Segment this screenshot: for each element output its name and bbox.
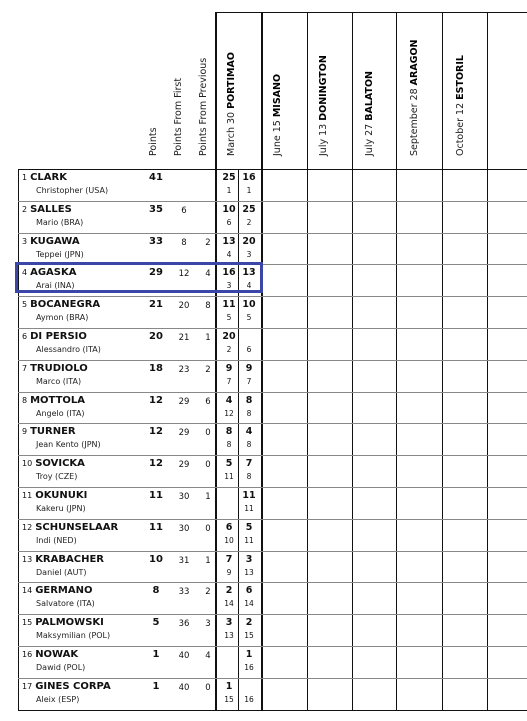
race-points: 20	[242, 235, 256, 247]
grid-hline	[215, 12, 527, 13]
rider-position: 6	[22, 332, 28, 341]
round-date: July 27	[364, 123, 375, 156]
rider-points-from-previous: 6	[205, 396, 211, 407]
race-points: 4	[245, 426, 253, 438]
race-points: 2	[225, 585, 233, 597]
rider-position: 15	[22, 618, 33, 628]
race-points: 9	[225, 362, 233, 374]
rider-points: 12	[149, 426, 163, 438]
race-position: 2	[246, 217, 252, 227]
rider-position: 12	[22, 522, 33, 532]
table-row	[0, 551, 527, 583]
race-position: 9	[226, 567, 232, 577]
round-date: October 12	[455, 102, 466, 156]
rider-points: 11	[149, 490, 163, 501]
rider-name	[22, 172, 67, 183]
rider-points-from-previous: 3	[205, 619, 211, 630]
rider-name	[22, 331, 87, 342]
rider-points: 12	[149, 394, 163, 406]
race-points: 16	[242, 172, 256, 183]
rider-first-name: Troy (CZE)	[36, 472, 78, 482]
race-points: 8	[225, 426, 233, 438]
round-name: MISANO	[272, 73, 283, 118]
race-points: 7	[225, 553, 233, 565]
race-position: 15	[224, 694, 234, 704]
round-header-misano	[272, 74, 283, 156]
table-row	[0, 487, 527, 519]
rider-position: 14	[22, 586, 33, 596]
race-position: 14	[224, 599, 234, 609]
race-position: 13	[244, 567, 254, 577]
race-points: 11	[242, 490, 256, 501]
rider-points-from-first: 33	[178, 587, 190, 598]
rider-name	[22, 490, 87, 501]
rider-last-name: MOTTOLA	[30, 394, 86, 406]
race-position: 4	[246, 281, 252, 291]
race-position: 10	[224, 535, 234, 545]
table-row	[0, 392, 527, 424]
race-position: 6	[226, 217, 232, 227]
race-position: 15	[244, 631, 254, 641]
rider-first-name: Maksymilian (POL)	[36, 631, 111, 641]
rider-last-name: KUGAWA	[30, 235, 80, 247]
race-points: 3	[245, 553, 253, 565]
rider-points: 5	[152, 617, 160, 629]
rider-points-from-previous: 0	[205, 682, 211, 693]
rider-points-from-first: 40	[178, 682, 190, 693]
race-position: 8	[226, 440, 232, 450]
race-position: 5	[246, 313, 252, 323]
race-position: 11	[224, 472, 234, 482]
race-position: 7	[226, 376, 232, 386]
rider-points-from-previous: 8	[205, 301, 211, 312]
rider-last-name: SCHUNSELAAR	[35, 521, 119, 533]
race-position: 1	[226, 186, 232, 195]
rider-name	[22, 681, 111, 692]
race-points: 5	[225, 458, 233, 470]
rider-name	[22, 395, 85, 406]
race-position: 11	[244, 535, 254, 545]
race-position: 8	[246, 472, 252, 482]
rider-points: 18	[149, 362, 163, 374]
round-header-balaton	[364, 71, 375, 156]
rider-first-name: Alessandro (ITA)	[36, 345, 101, 354]
rider-first-name: Christopher (USA)	[36, 186, 109, 195]
rider-points: 10	[149, 553, 163, 565]
round-date: June 15	[272, 120, 283, 156]
table-row	[0, 678, 527, 710]
rider-points: 33	[149, 235, 163, 247]
rider-points: 20	[149, 331, 163, 342]
rider-name	[22, 522, 118, 533]
rider-points-from-first: 29	[178, 460, 190, 471]
rider-name	[22, 617, 104, 628]
rider-position: 17	[22, 681, 33, 691]
table-row	[0, 614, 527, 646]
round-header-estoril	[455, 55, 466, 156]
rider-first-name: Salvatore (ITA)	[36, 599, 95, 609]
rider-name	[22, 585, 93, 596]
race-position: 3	[226, 281, 232, 291]
rider-first-name: Arai (INA)	[36, 281, 75, 291]
rider-position: 16	[22, 650, 33, 659]
rider-last-name: TURNER	[30, 426, 76, 438]
header-points: Points	[148, 127, 159, 156]
race-points: 10	[222, 203, 236, 215]
rider-points-from-first: 30	[178, 523, 190, 534]
rider-name	[22, 204, 72, 215]
round-name: DONINGTON	[318, 55, 329, 121]
race-points: 2	[245, 617, 253, 629]
round-header-aragon	[409, 39, 420, 156]
race-points: 20	[222, 331, 236, 342]
table-row	[0, 169, 527, 201]
race-points: 10	[242, 299, 256, 311]
rider-first-name: Kakeru (JPN)	[36, 504, 86, 513]
round-date: March 30	[226, 111, 237, 156]
rider-last-name: SALLES	[30, 203, 72, 215]
rider-points: 41	[149, 172, 163, 183]
rider-position: 10	[22, 459, 33, 469]
rider-last-name: KRABACHER	[35, 553, 104, 565]
round-name: PORTIMAO	[226, 52, 237, 109]
rider-position: 9	[22, 427, 28, 437]
rider-points-from-first: 29	[178, 396, 190, 407]
rider-position: 5	[22, 300, 28, 310]
rider-position: 1	[22, 173, 28, 182]
race-position: 5	[226, 313, 232, 323]
rider-position: 7	[22, 363, 28, 373]
rider-points-from-previous: 2	[205, 237, 211, 248]
rider-points-from-first: 36	[178, 619, 190, 630]
table-row	[0, 455, 527, 487]
rider-points-from-previous: 2	[205, 587, 211, 598]
race-points: 16	[222, 267, 236, 279]
rider-points: 11	[149, 521, 163, 533]
rider-points-from-first: 23	[178, 364, 190, 375]
rider-points: 29	[149, 267, 163, 279]
race-points: 8	[245, 394, 253, 406]
race-points: 6	[245, 585, 253, 597]
rider-last-name: PALMOWSKI	[35, 617, 104, 629]
rider-position: 2	[22, 204, 28, 214]
rider-last-name: DI PERSIO	[30, 331, 87, 342]
header-points-from-previous: Points From Previous	[198, 57, 209, 156]
rider-points: 21	[149, 299, 163, 311]
rider-first-name: Teppei (JPN)	[36, 249, 84, 259]
rider-first-name: Dawid (POL)	[36, 663, 86, 672]
rider-points-from-previous: 1	[205, 333, 211, 343]
rider-last-name: GERMANO	[35, 585, 93, 597]
race-position: 16	[244, 694, 254, 704]
round-date: September 28	[409, 88, 420, 156]
table-row	[0, 233, 527, 265]
rider-name	[22, 236, 80, 247]
rider-first-name: Aymon (BRA)	[36, 313, 89, 323]
rider-last-name: BOCANEGRA	[30, 299, 101, 311]
race-position: 12	[224, 408, 234, 418]
rider-name	[22, 458, 85, 469]
race-position: 2	[226, 345, 232, 354]
rider-points-from-previous: 1	[205, 492, 211, 502]
race-points: 9	[245, 362, 253, 374]
rider-last-name: CLARK	[30, 172, 67, 183]
rider-points-from-first: 20	[178, 301, 190, 312]
rider-points-from-previous: 4	[205, 651, 211, 661]
rider-points-from-first: 12	[178, 269, 190, 280]
rider-last-name: AGASKA	[30, 267, 77, 279]
rider-points-from-previous: 4	[205, 269, 211, 280]
race-position: 13	[224, 631, 234, 641]
table-row	[0, 519, 527, 551]
rider-last-name: SOVICKA	[35, 458, 85, 470]
rider-last-name: NOWAK	[35, 649, 79, 660]
round-name: ARAGON	[409, 39, 420, 86]
rider-first-name: Aleix (ESP)	[36, 694, 80, 704]
race-points: 1	[245, 649, 253, 660]
round-header-portimao	[226, 52, 237, 156]
header-points-from-first: Points From First	[173, 77, 184, 156]
race-points: 13	[222, 235, 236, 247]
rider-last-name: OKUNUKI	[35, 490, 88, 501]
round-header-donington	[318, 55, 329, 156]
rider-points: 1	[152, 649, 160, 660]
rider-points-from-previous: 2	[205, 364, 211, 375]
rider-first-name: Indi (NED)	[36, 535, 77, 545]
rider-points-from-previous: 0	[205, 460, 211, 471]
race-points: 5	[245, 521, 253, 533]
rider-points: 1	[152, 680, 160, 692]
rider-points-from-first: 29	[178, 428, 190, 439]
race-position: 16	[244, 663, 254, 672]
race-position: 4	[226, 249, 232, 259]
rider-points-from-previous: 0	[205, 428, 211, 439]
rider-name	[22, 363, 88, 374]
race-position: 7	[246, 376, 252, 386]
race-points: 3	[225, 617, 233, 629]
rider-points-from-first: 21	[178, 333, 190, 343]
table-row	[0, 646, 527, 678]
rider-position: 8	[22, 395, 28, 405]
table-row	[0, 296, 527, 328]
rider-position: 13	[22, 554, 33, 564]
rider-first-name: Marco (ITA)	[36, 376, 82, 386]
race-position: 3	[246, 249, 252, 259]
race-position: 11	[244, 504, 254, 513]
grid-hline	[18, 710, 527, 711]
rider-points: 12	[149, 458, 163, 470]
table-row	[0, 360, 527, 392]
rider-points-from-first: 6	[181, 205, 187, 216]
rider-points: 8	[152, 585, 160, 597]
race-points: 25	[242, 203, 256, 215]
race-position: 14	[244, 599, 254, 609]
round-name: BALATON	[364, 70, 375, 121]
race-position: 6	[246, 345, 252, 354]
race-points: 6	[225, 521, 233, 533]
rider-points-from-previous: 0	[205, 523, 211, 534]
table-row	[0, 423, 527, 455]
table-row	[0, 582, 527, 614]
rider-position: 4	[22, 268, 28, 278]
rider-position: 11	[22, 491, 33, 500]
race-points: 13	[242, 267, 256, 279]
rider-name	[22, 554, 104, 565]
rider-points: 35	[149, 203, 163, 215]
rider-name	[22, 426, 76, 437]
race-position: 1	[246, 186, 252, 195]
rider-first-name: Jean Kento (JPN)	[36, 440, 101, 450]
rider-points-from-first: 40	[178, 651, 190, 661]
rider-name	[22, 649, 78, 660]
rider-points-from-first: 31	[178, 555, 190, 566]
round-date: July 13	[318, 123, 329, 156]
rider-points-from-first: 30	[178, 492, 190, 502]
rider-last-name: TRUDIOLO	[30, 362, 88, 374]
race-points: 4	[225, 394, 233, 406]
race-points: 1	[225, 680, 233, 692]
rider-first-name: Daniel (AUT)	[36, 567, 87, 577]
rider-points-from-first: 8	[181, 237, 187, 248]
race-points: 7	[245, 458, 253, 470]
rider-first-name: Angelo (ITA)	[36, 408, 85, 418]
race-position: 8	[246, 408, 252, 418]
race-position: 8	[246, 440, 252, 450]
table-row	[0, 201, 527, 233]
race-points: 11	[222, 299, 236, 311]
rider-position: 3	[22, 236, 28, 246]
highlight-box	[15, 262, 263, 293]
rider-points-from-previous: 1	[205, 555, 211, 566]
table-row	[0, 328, 527, 360]
round-name: ESTORIL	[455, 55, 466, 100]
rider-first-name: Mario (BRA)	[36, 217, 84, 227]
race-points: 25	[222, 172, 236, 183]
rider-name	[22, 299, 100, 310]
rider-last-name: GINES CORPA	[35, 680, 111, 692]
